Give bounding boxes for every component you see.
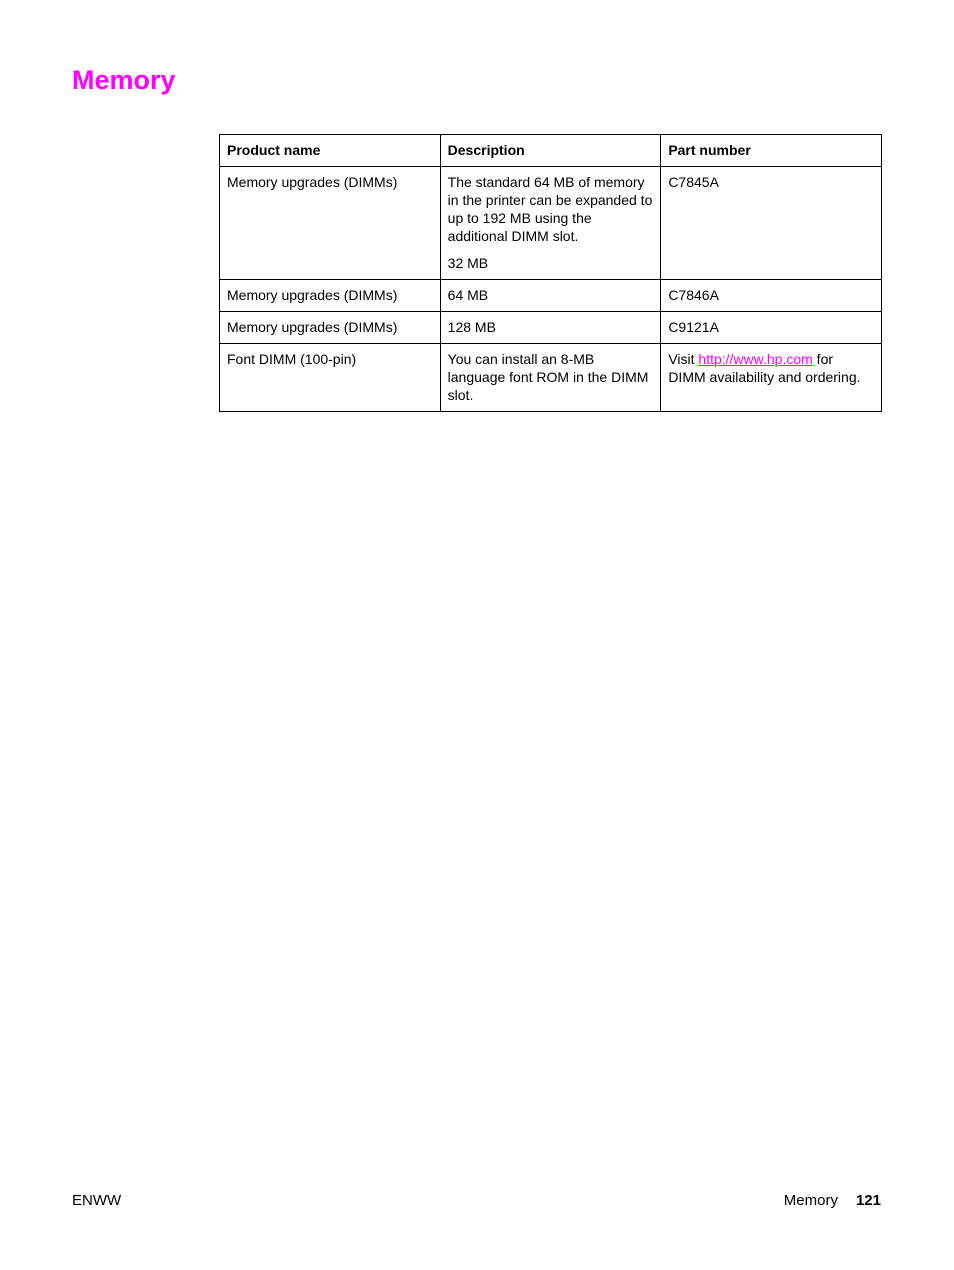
description-cell: 128 MB [440,312,661,344]
product-name-cell: Memory upgrades (DIMMs) [220,312,441,344]
column-header-description: Description [440,135,661,167]
parts-table [219,134,882,412]
part-number-cell: C7845A [661,167,882,280]
description-cell: 64 MB [440,280,661,312]
table-row [220,280,882,312]
part-availability-text: for DIMM availability and ordering. [668,351,861,385]
table-row [220,344,882,412]
part-number-cell: C9121A [661,312,882,344]
product-name-cell: Memory upgrades (DIMMs) [220,280,441,312]
description-cell [440,167,661,280]
footer-right [784,1192,881,1209]
footer-left-label: ENWW [72,1192,122,1209]
table-header-row [220,135,882,167]
footer-page-number: 121 [855,1192,881,1209]
part-number-cell: C7846A [661,280,882,312]
product-name-cell: Memory upgrades (DIMMs) [220,167,441,280]
hp-website-link[interactable]: http://www.hp.com [698,351,813,367]
description-text: The standard 64 MB of memory in the printer can be expanded to up to 192 MB using the additional DIMM slot. [447,174,653,244]
page-title: Memory [72,65,176,95]
table-row [220,312,882,344]
column-header-part-number: Part number [661,135,882,167]
part-number-cell [661,344,882,412]
description-extra-text: 32 MB [447,255,489,271]
description-cell: You can install an 8-MB language font ROM in the DIMM slot. [440,344,661,412]
product-name-cell: Font DIMM (100-pin) [220,344,441,412]
table-row [220,167,882,280]
footer-section-title: Memory [783,1192,838,1209]
column-header-product-name: Product name [220,135,441,167]
part-visit-text: Visit [668,351,699,367]
